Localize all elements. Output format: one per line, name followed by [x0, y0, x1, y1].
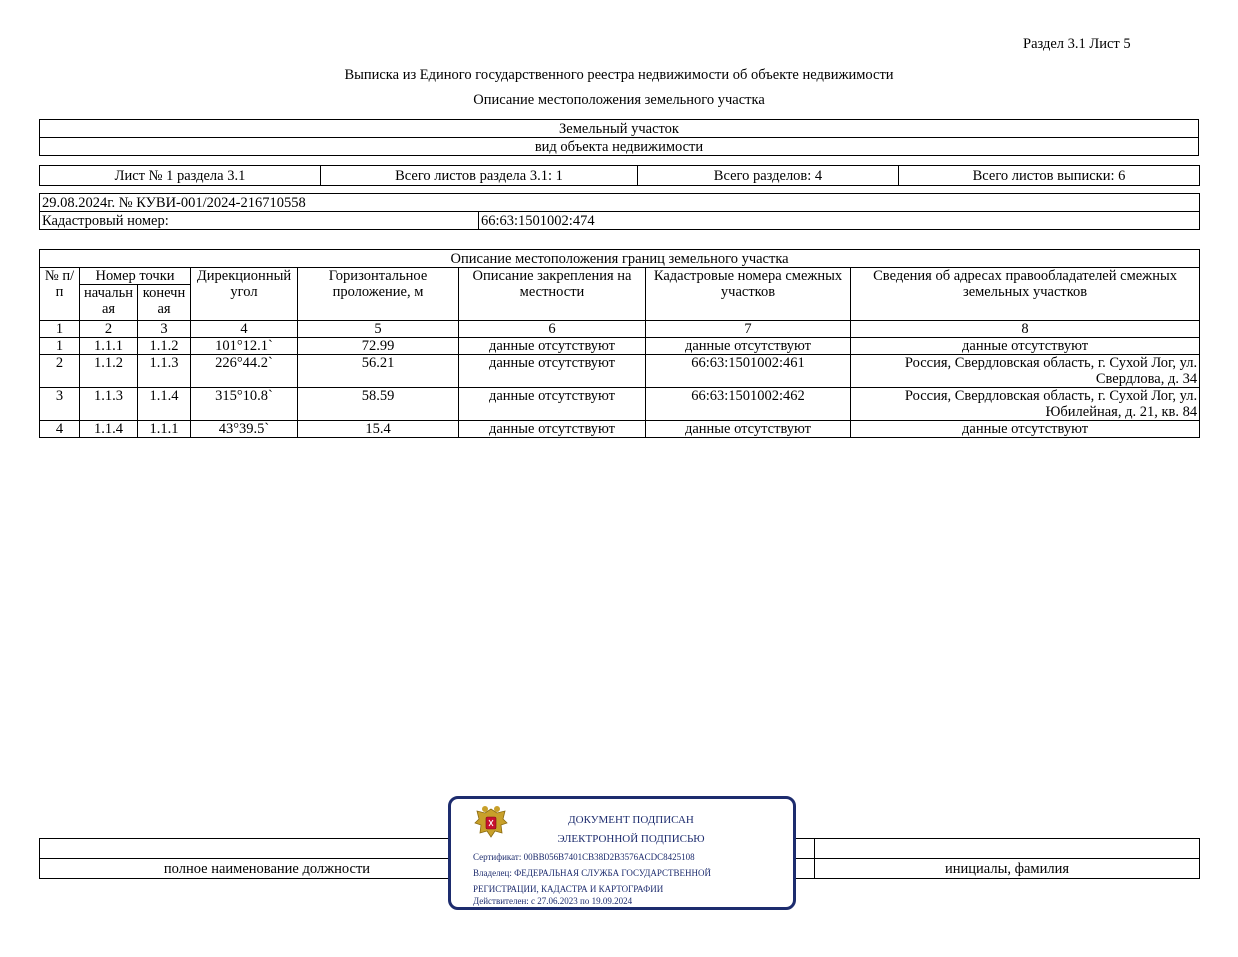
electronic-signature-stamp — [448, 796, 796, 910]
stamp-owner-cont: РЕГИСТРАЦИИ, КАДАСТРА И КАРТОГРАФИИ — [473, 884, 664, 894]
extract-date-number: 29.08.2024г. № КУВИ-001/2024-216710558 — [40, 194, 1200, 212]
row-start-point: 1.1.1 — [80, 338, 138, 355]
row-length: 56.21 — [298, 355, 459, 388]
col-number: 3 — [138, 321, 191, 338]
position-field — [40, 839, 495, 859]
col-number: 8 — [851, 321, 1200, 338]
cadastral-label: Кадастровый номер: — [40, 212, 479, 230]
header-start: начальн ая — [80, 285, 138, 321]
row-fixing: данные отсутствуют — [459, 388, 646, 421]
row-start-point: 1.1.2 — [80, 355, 138, 388]
row-adjacent: данные отсутствуют — [646, 421, 851, 438]
row-owner: Россия, Свердловская область, г. Сухой Лог, ул. Свердлова, д. 34 — [851, 355, 1200, 388]
col-number: 5 — [298, 321, 459, 338]
total-sheets-section: Всего листов раздела 3.1: 1 — [321, 166, 638, 186]
object-type-caption: вид объекта недвижимости — [40, 138, 1199, 156]
stamp-owner: Владелец: ФЕДЕРАЛЬНАЯ СЛУЖБА ГОСУДАРСТВЕННОЙ — [473, 868, 712, 878]
row-owner: данные отсутствуют — [851, 421, 1200, 438]
position-caption: полное наименование должности — [40, 859, 495, 879]
header-num: № п/п — [40, 268, 80, 321]
row-length: 58.59 — [298, 388, 459, 421]
col-number: 7 — [646, 321, 851, 338]
row-angle: 226°44.2` — [191, 355, 298, 388]
row-adjacent: 66:63:1501002:461 — [646, 355, 851, 388]
row-start-point: 1.1.4 — [80, 421, 138, 438]
row-fixing: данные отсутствуют — [459, 338, 646, 355]
section-sheet-label: Раздел 3.1 Лист 5 — [1023, 36, 1131, 52]
col-number: 2 — [80, 321, 138, 338]
row-start-point: 1.1.3 — [80, 388, 138, 421]
name-caption: инициалы, фамилия — [815, 859, 1200, 879]
row-end-point: 1.1.1 — [138, 421, 191, 438]
object-type: Земельный участок — [40, 120, 1199, 138]
sheet-number: Лист № 1 раздела 3.1 — [40, 166, 321, 186]
cadastral-table — [39, 193, 1200, 230]
row-end-point: 1.1.2 — [138, 338, 191, 355]
document-title: Выписка из Единого государственного реестра недвижимости об объекте недвижимости — [344, 67, 894, 83]
row-angle: 101°12.1` — [191, 338, 298, 355]
document-subtitle: Описание местоположения земельного участка — [473, 92, 765, 108]
row-adjacent: данные отсутствуют — [646, 338, 851, 355]
table-row — [40, 338, 1200, 355]
table-row — [40, 388, 1200, 421]
stamp-valid: Действителен: с 27.06.2023 по 19.09.2024 — [473, 896, 633, 906]
row-length: 72.99 — [298, 338, 459, 355]
row-fixing: данные отсутствуют — [459, 421, 646, 438]
header-point-number: Номер точки — [80, 268, 191, 285]
col-number: 6 — [459, 321, 646, 338]
boundaries-title: Описание местоположения границ земельного участка — [40, 250, 1200, 268]
row-fixing: данные отсутствуют — [459, 355, 646, 388]
row-num: 1 — [40, 338, 80, 355]
name-field — [815, 839, 1200, 859]
row-num: 4 — [40, 421, 80, 438]
header-fixing: Описание закрепления на местности — [459, 268, 646, 321]
row-angle: 315°10.8` — [191, 388, 298, 421]
stamp-heading-2: ЭЛЕКТРОННОЙ ПОДПИСЬЮ — [557, 833, 705, 845]
col-number: 1 — [40, 321, 80, 338]
row-num: 2 — [40, 355, 80, 388]
col-number: 4 — [191, 321, 298, 338]
row-length: 15.4 — [298, 421, 459, 438]
row-num: 3 — [40, 388, 80, 421]
boundaries-table — [39, 249, 1200, 438]
header-adjacent: Кадастровые номера смежных участков — [646, 268, 851, 321]
total-sections: Всего разделов: 4 — [638, 166, 899, 186]
header-owners: Сведения об адресах правообладателей смежных земельных участков — [851, 268, 1200, 321]
table-row — [40, 421, 1200, 438]
total-sheets-extract: Всего листов выписки: 6 — [899, 166, 1200, 186]
object-type-table — [39, 119, 1199, 156]
stamp-heading-1: ДОКУМЕНТ ПОДПИСАН — [568, 814, 694, 826]
table-row — [40, 355, 1200, 388]
cadastral-number: 66:63:1501002:474 — [479, 212, 1200, 230]
stamp-certificate: Сертификат: 00BB056B7401CB38D2B3576ACDC8425108 — [473, 852, 695, 862]
row-end-point: 1.1.4 — [138, 388, 191, 421]
sheet-info-table — [39, 165, 1200, 186]
header-horizontal: Горизонтальное проложение, м — [298, 268, 459, 321]
row-adjacent: 66:63:1501002:462 — [646, 388, 851, 421]
russian-coat-of-arms-icon — [471, 803, 511, 843]
row-owner: данные отсутствуют — [851, 338, 1200, 355]
row-end-point: 1.1.3 — [138, 355, 191, 388]
row-angle: 43°39.5` — [191, 421, 298, 438]
header-end: конечн ая — [138, 285, 191, 321]
row-owner: Россия, Свердловская область, г. Сухой Лог, ул. Юбилейная, д. 21, кв. 84 — [851, 388, 1200, 421]
header-direction: Дирекционный угол — [191, 268, 298, 321]
